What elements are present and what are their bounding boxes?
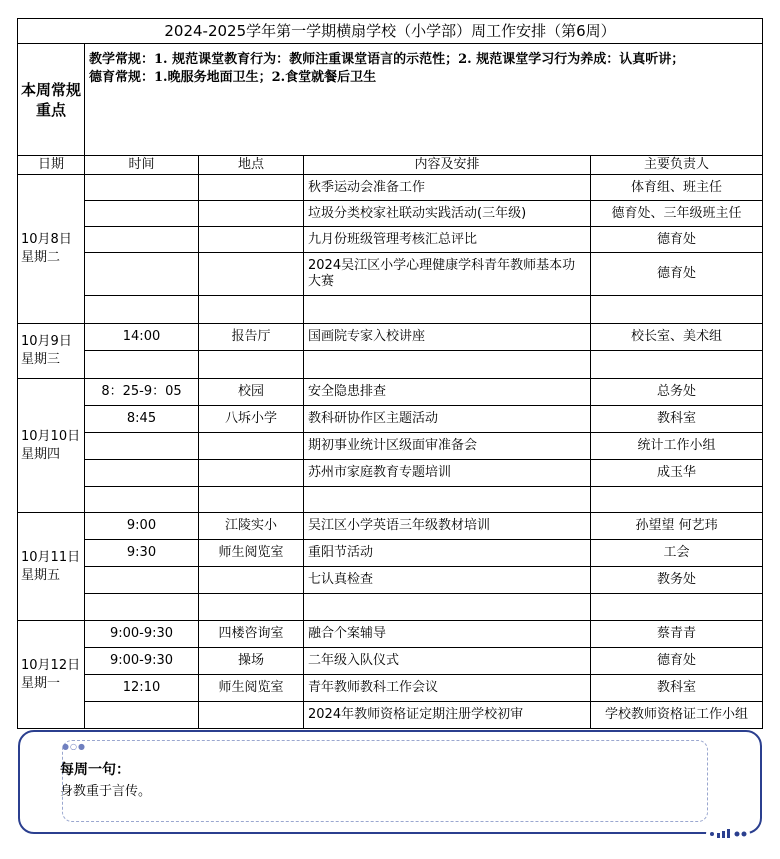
cell-owner: 统计工作小组 bbox=[591, 433, 763, 460]
weekly-quote-title: 每周一句： bbox=[60, 762, 130, 778]
schedule-row bbox=[18, 201, 763, 227]
cell-content: 二年级入队仪式 bbox=[304, 648, 591, 675]
column-headers bbox=[18, 156, 763, 175]
weekly-quote-box bbox=[18, 730, 762, 834]
cell-owner bbox=[591, 594, 763, 621]
cell-time bbox=[85, 702, 199, 729]
schedule-row bbox=[18, 227, 763, 253]
cell-time bbox=[85, 433, 199, 460]
cell-place: 操场 bbox=[199, 648, 304, 675]
cell-owner: 德育处 bbox=[591, 227, 763, 253]
cell-time: 14:00 bbox=[85, 324, 199, 351]
schedule-row bbox=[18, 460, 763, 487]
schedule-row bbox=[18, 513, 763, 540]
cell-owner: 总务处 bbox=[591, 379, 763, 406]
day-date-cell bbox=[18, 513, 85, 621]
cell-place: 报告厅 bbox=[199, 324, 304, 351]
cell-content bbox=[304, 351, 591, 379]
day-date-cell bbox=[18, 379, 85, 513]
cell-place bbox=[199, 253, 304, 296]
cell-place bbox=[199, 487, 304, 513]
weekly-focus-content bbox=[85, 44, 763, 156]
cell-content: 吴江区小学英语三年级教材培训 bbox=[304, 513, 591, 540]
cell-content bbox=[304, 296, 591, 324]
cell-place: 校园 bbox=[199, 379, 304, 406]
cell-content: 国画院专家入校讲座 bbox=[304, 324, 591, 351]
cell-time bbox=[85, 227, 199, 253]
day-date-cell bbox=[18, 621, 85, 729]
schedule-row bbox=[18, 567, 763, 594]
header-content: 内容及安排 bbox=[304, 156, 591, 175]
day-weekday: 星期三 bbox=[21, 352, 61, 367]
cell-owner bbox=[591, 351, 763, 379]
cell-owner: 学校教师资格证工作小组 bbox=[591, 702, 763, 729]
schedule-row bbox=[18, 675, 763, 702]
cell-place bbox=[199, 351, 304, 379]
moral-routine: 德育常规：1.晚服务地面卫生；2.食堂就餐后卫生 bbox=[89, 70, 377, 85]
cell-content bbox=[304, 487, 591, 513]
header-owner: 主要负责人 bbox=[591, 156, 763, 175]
schedule-row bbox=[18, 648, 763, 675]
cell-place bbox=[199, 567, 304, 594]
schedule-row bbox=[18, 621, 763, 648]
cell-time bbox=[85, 567, 199, 594]
cell-place: 江陵实小 bbox=[199, 513, 304, 540]
cell-time bbox=[85, 253, 199, 296]
cell-place bbox=[199, 227, 304, 253]
cell-time: 9:00 bbox=[85, 513, 199, 540]
weekly-focus-label: 本周常规重点 bbox=[18, 44, 85, 156]
schedule-row bbox=[18, 351, 763, 379]
cell-owner: 德育处 bbox=[591, 253, 763, 296]
cell-content: 期初事业统计区级面审准备会 bbox=[304, 433, 591, 460]
cell-content: 青年教师教科工作会议 bbox=[304, 675, 591, 702]
day-date: 10月10日 bbox=[21, 428, 81, 444]
page-title: 2024-2025学年第一学期横扇学校（小学部）周工作安排（第6周） bbox=[18, 19, 763, 44]
cell-place: 八坼小学 bbox=[199, 406, 304, 433]
schedule-row bbox=[18, 379, 763, 406]
cell-place bbox=[199, 460, 304, 487]
cell-time: 9:00-9:30 bbox=[85, 621, 199, 648]
cell-place bbox=[199, 201, 304, 227]
day-date: 10月12日 bbox=[21, 657, 81, 673]
schedule-row bbox=[18, 594, 763, 621]
decorative-signal-icon bbox=[706, 827, 750, 841]
cell-content: 2024吴江区小学心理健康学科青年教师基本功大赛 bbox=[304, 253, 591, 296]
cell-content: 垃圾分类校家社联动实践活动(三年级) bbox=[304, 201, 591, 227]
day-date: 10月8日 bbox=[21, 232, 72, 247]
cell-time: 9:00-9:30 bbox=[85, 648, 199, 675]
cell-time bbox=[85, 487, 199, 513]
day-weekday: 星期五 bbox=[21, 567, 61, 583]
cell-owner: 工会 bbox=[591, 540, 763, 567]
schedule-row bbox=[18, 296, 763, 324]
schedule-row bbox=[18, 540, 763, 567]
cell-owner: 德育处 bbox=[591, 648, 763, 675]
cell-place bbox=[199, 433, 304, 460]
cell-owner: 蔡青青 bbox=[591, 621, 763, 648]
cell-owner: 体育组、班主任 bbox=[591, 175, 763, 201]
cell-content: 苏州市家庭教育专题培训 bbox=[304, 460, 591, 487]
teaching-routine: 教学常规：1. 规范课堂教育行为：教师注重课堂语言的示范性；2. 规范课堂学习行为养成：认真听讲； bbox=[89, 52, 685, 67]
day-weekday: 星期二 bbox=[21, 250, 61, 265]
day-date-cell bbox=[18, 324, 85, 379]
cell-time: 9:30 bbox=[85, 540, 199, 567]
schedule-row bbox=[18, 487, 763, 513]
cell-owner: 德育处、三年级班主任 bbox=[591, 201, 763, 227]
cell-owner: 教务处 bbox=[591, 567, 763, 594]
cell-owner: 教科室 bbox=[591, 406, 763, 433]
cell-content: 九月份班级管理考核汇总评比 bbox=[304, 227, 591, 253]
cell-time: 12:10 bbox=[85, 675, 199, 702]
schedule-row bbox=[18, 324, 763, 351]
cell-place bbox=[199, 296, 304, 324]
cell-content: 重阳节活动 bbox=[304, 540, 591, 567]
day-date-cell bbox=[18, 175, 85, 324]
day-weekday: 星期一 bbox=[21, 675, 61, 691]
schedule-row bbox=[18, 175, 763, 201]
cell-time bbox=[85, 594, 199, 621]
cell-owner bbox=[591, 296, 763, 324]
cell-owner: 教科室 bbox=[591, 675, 763, 702]
cell-owner: 孙望望 何艺玮 bbox=[591, 513, 763, 540]
schedule-row bbox=[18, 702, 763, 729]
cell-place: 师生阅览室 bbox=[199, 540, 304, 567]
cell-time bbox=[85, 175, 199, 201]
cell-place bbox=[199, 702, 304, 729]
cell-owner bbox=[591, 487, 763, 513]
cell-owner: 成玉华 bbox=[591, 460, 763, 487]
cell-owner: 校长室、美术组 bbox=[591, 324, 763, 351]
cell-place bbox=[199, 594, 304, 621]
schedule-row bbox=[18, 253, 763, 296]
cell-place: 师生阅览室 bbox=[199, 675, 304, 702]
cell-content: 七认真检查 bbox=[304, 567, 591, 594]
cell-content: 安全隐患排查 bbox=[304, 379, 591, 406]
cell-time bbox=[85, 296, 199, 324]
header-date: 日期 bbox=[18, 156, 85, 175]
schedule-row bbox=[18, 406, 763, 433]
weekly-quote-inner-frame bbox=[62, 740, 708, 822]
day-weekday: 星期四 bbox=[21, 446, 61, 462]
cell-place: 四楼咨询室 bbox=[199, 621, 304, 648]
cell-content: 教科研协作区主题活动 bbox=[304, 406, 591, 433]
weekly-schedule-table bbox=[17, 18, 763, 729]
cell-time: 8：25-9：05 bbox=[85, 379, 199, 406]
day-date: 10月11日 bbox=[21, 549, 81, 565]
cell-time bbox=[85, 201, 199, 227]
cell-content: 融合个案辅导 bbox=[304, 621, 591, 648]
header-place: 地点 bbox=[199, 156, 304, 175]
cell-place bbox=[199, 175, 304, 201]
cell-content: 2024年教师资格证定期注册学校初审 bbox=[304, 702, 591, 729]
cell-time bbox=[85, 460, 199, 487]
header-time: 时间 bbox=[85, 156, 199, 175]
weekly-quote-text: 身教重于言传。 bbox=[60, 784, 152, 799]
schedule-row bbox=[18, 433, 763, 460]
cell-time bbox=[85, 351, 199, 379]
cell-content: 秋季运动会准备工作 bbox=[304, 175, 591, 201]
cell-content bbox=[304, 594, 591, 621]
cell-time: 8:45 bbox=[85, 406, 199, 433]
decorative-dots-icon: ●○● bbox=[62, 742, 86, 751]
day-date: 10月9日 bbox=[21, 334, 72, 349]
